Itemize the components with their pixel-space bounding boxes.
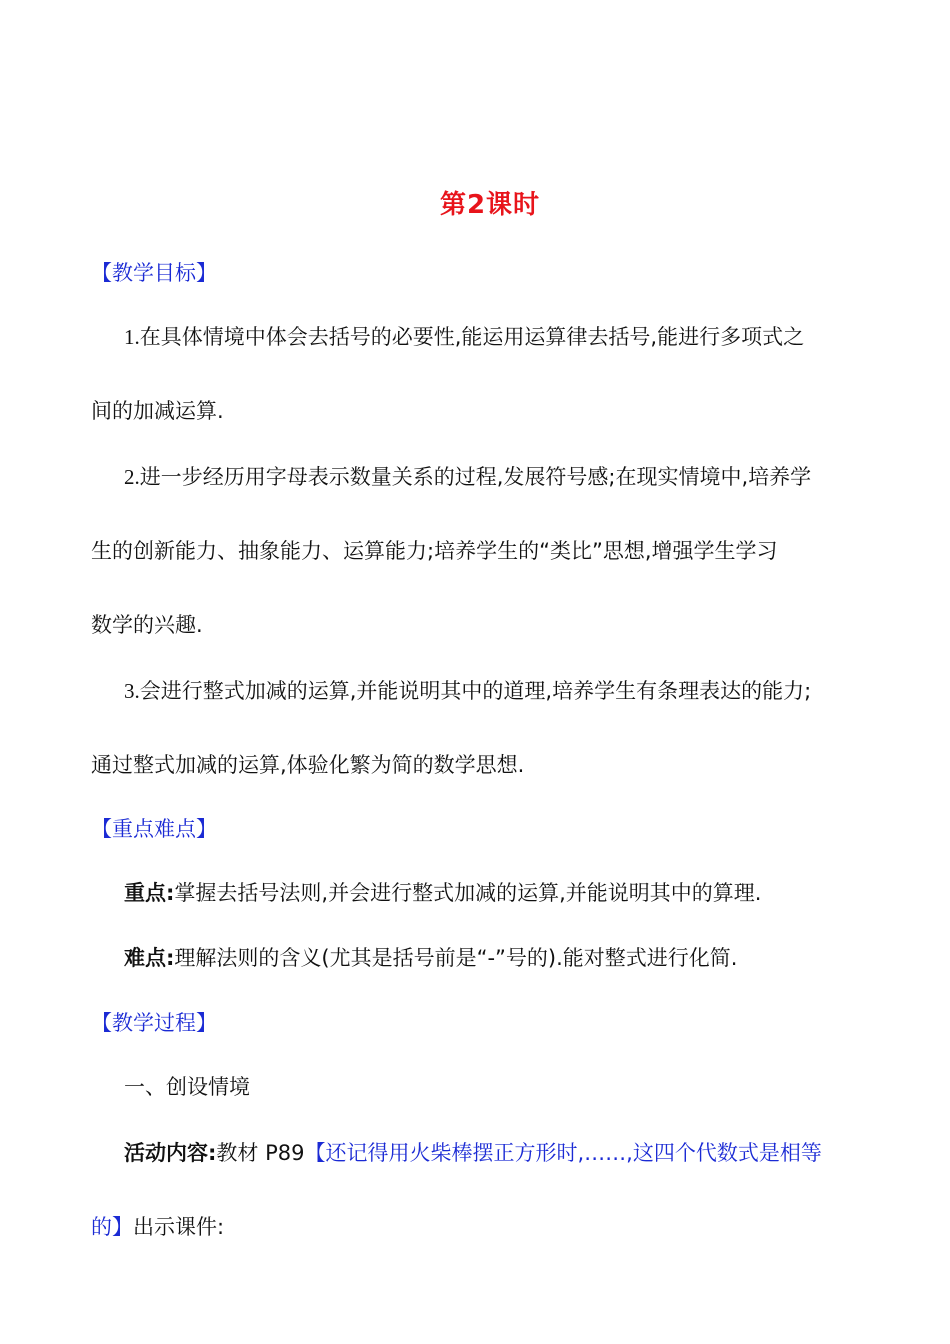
objective-2-line-2: 生的创新能力、抽象能力、运算能力;培养学生的“类比”思想,增强学生学习 bbox=[91, 539, 778, 563]
objective-3-line-1 bbox=[124, 676, 811, 706]
process-step-1: 一、创设情境 bbox=[124, 1075, 250, 1099]
page-title: 第2课时 bbox=[439, 190, 541, 220]
objective-3-line-2: 通过整式加减的运算,体验化繁为简的数学思想. bbox=[91, 753, 525, 777]
objective-1-text-1: 在具体情境中体会去括号的必要性,能运用运算律去括号,能进行多项式之 bbox=[139, 325, 805, 349]
objective-3-number: 3. bbox=[124, 679, 140, 703]
objective-1-number: 1. bbox=[124, 325, 140, 349]
process-heading: 【教学过程】 bbox=[91, 1011, 217, 1035]
objective-1-line-2: 间的加减运算. bbox=[91, 399, 224, 423]
objective-2-line-3: 数学的兴趣. bbox=[91, 613, 203, 637]
objective-2-number: 2. bbox=[124, 465, 140, 489]
difficulty-point bbox=[124, 943, 737, 973]
objective-2-text-1: 进一步经历用字母表示数量关系的过程,发展符号感;在现实情境中,培养学 bbox=[139, 465, 812, 489]
activity-content bbox=[124, 1138, 822, 1168]
key-point-label: 重点: bbox=[124, 881, 175, 905]
objectives-heading: 【教学目标】 bbox=[91, 261, 217, 285]
activity-label: 活动内容: bbox=[124, 1141, 217, 1165]
activity-content-line-2 bbox=[91, 1212, 224, 1242]
objective-3-text-1: 会进行整式加减的运算,并能说明其中的道理,培养学生有条理表达的能力; bbox=[139, 679, 812, 703]
key-point bbox=[124, 878, 761, 908]
objective-1-line-1 bbox=[124, 322, 804, 352]
key-point-text: 掌握去括号法则,并会进行整式加减的运算,并能说明其中的算理. bbox=[174, 881, 762, 905]
activity-quote-1: 【还记得用火柴棒摆正方形时,……,这四个代数式是相等 bbox=[304, 1141, 822, 1165]
difficulty-text: 理解法则的含义(尤其是括号前是“-”号的).能对整式进行化简. bbox=[174, 946, 738, 970]
activity-suffix: 出示课件: bbox=[133, 1215, 225, 1239]
activity-quote-2: 的】 bbox=[91, 1215, 133, 1239]
difficulty-label: 难点: bbox=[124, 946, 175, 970]
keypoints-heading: 【重点难点】 bbox=[91, 817, 217, 841]
objective-2-line-1 bbox=[124, 462, 811, 492]
activity-text: 教材 P89 bbox=[216, 1141, 305, 1165]
